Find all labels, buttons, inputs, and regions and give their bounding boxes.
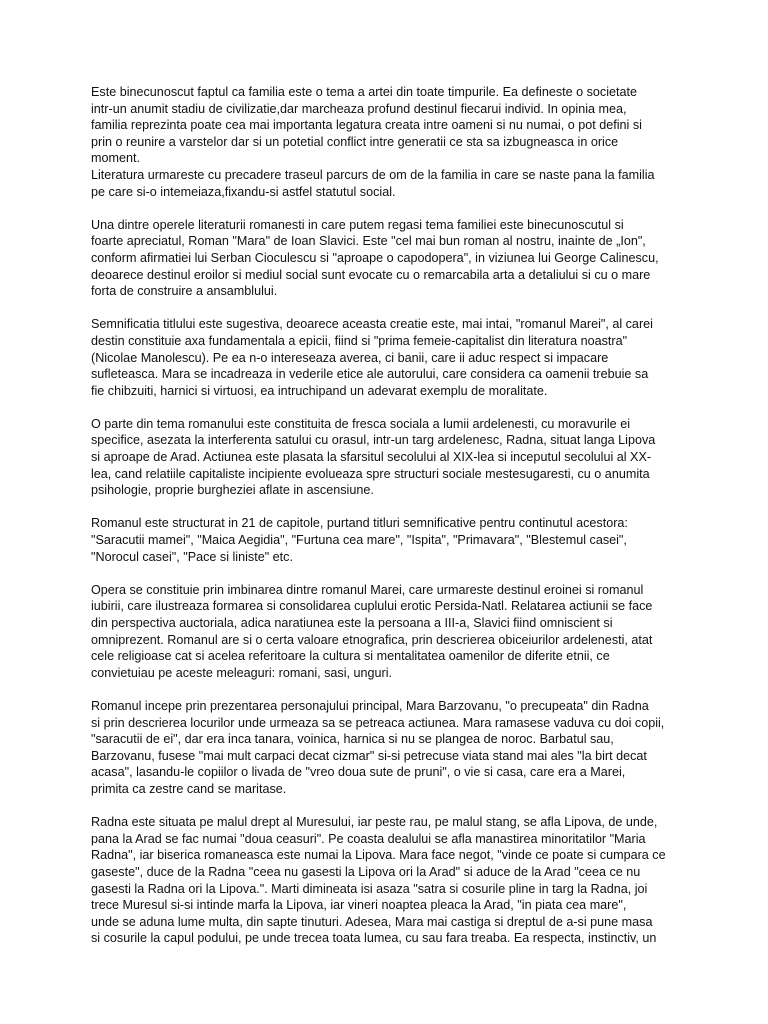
paragraph-constructie: Opera se constituie prin imbinarea dintre romanul Marei, care urmareste destinul eroinei si romanul iubirii, care ilustreaza formarea si consolidarea cuplului erotic Persida-Natl. Relatarea actiunii se face din perspectiva auctoriala, adica naratiunea este la persoana a III-a, Slavici fiind omniscient si omniprezent. Romanul are si o certa valoare etnografica, prin descrierea obiceiurilor ardelenesti, atat cele religioase cat si acelea referitoare la cultura si mentalitatea oamenilor de diferite etnii, ce convietuiau pe aceste meleaguri: romani, sasi, unguri. xyxy=(91,582,653,680)
paragraph-gap xyxy=(91,565,691,582)
paragraph-intro: Este binecunoscut faptul ca familia este o tema a artei din toate timpurile. Ea defineste o societate intr-un anumit stadiu de civilizatie,dar marcheaza profund destinul fiecarui individ. In opinia mea, familia reprezinta poate cea mai importanta legatura creata intre oameni si nu numai, o pot defini si prin o reunire a varstelor dar si un potetial conflict intre generatii ce sta sa izbugneasca in orice moment. Literatura urmareste cu precadere traseul parcurs de om de la familia in care se naste pana la familia pe care si-o intemeiaza,fixandu-si astfel statutul social. xyxy=(91,85,655,199)
paragraph-radna: Radna este situata pe malul drept al Muresului, iar peste rau, pe malul stang, se afla Lipova, de unde, pana la Arad se fac numai "doua ceasuri". Pe coasta dealului se afla manastirea minoritatilor "Maria Radna", iar biserica romaneasca este numai la Lipova. Mara face negot, "vinde ce poate si cumpara ce gaseste", duce de la Radna "ceea nu gasesti la Lipova ori la Arad" si aduce de la Arad "ceea ce nu gasesti la Radna ori la Lipova.". Marti dimineata isi asaza "satra si cosurile pline in targ la Radna, joi trece Muresul si-si intinde marfa la Lipova, iar vineri noaptea pleaca la Arad, "in piata cea mare", unde se aduna lume multa, din sapte tinuturi. Adesea, Mara mai castiga si dreptul de a-si pune masa si cosurile la capul podului, pe unde trecea toata lumea, cu sau fara treaba. Ea respecta, instinctiv, un xyxy=(91,815,666,946)
paragraph-structura: Romanul este structurat in 21 de capitole, purtand titluri semnificative pentru continutul acestora: "Saracutii mamei", "Maica Aegidia", "Furtuna cea mare", "Ispita", "Primavara", "Blestemul casei", "Norocul casei", "Pace si liniste" etc. xyxy=(91,516,628,564)
paragraph-gap xyxy=(91,399,691,416)
paragraph-titlu: Semnificatia titlului este sugestiva, deoarece aceasta creatie este, mai intai, "romanul Marei", al carei destin constituie axa fundamentala a epicii, fiind si "prima femeie-capitalist din literatura noastra" (Nicolae Manolescu). Pe ea n-o intereseaza averea, ci banii, care ii aduc respect si impacare sufleteasca. Mara se incadreaza in vederile etice ale autorului, care considera ca oamenii trebuie sa fie chibzuiti, harnici si virtuosi, ea intruchipand un adevarat exemplu de moralitate. xyxy=(91,317,653,398)
paragraph-gap xyxy=(91,200,691,217)
paragraph-fresca-sociala: O parte din tema romanului este constituita de fresca sociala a lumii ardelenesti, cu moravurile ei specifice, asezata la interferenta satului cu orasul, intr-un targ ardelenesc, Radna, situat langa Lipova si aproape de Arad. Actiunea este plasata la sfarsitul secolului al XIX-lea si inceputul secolului al XX- lea, cand relatiile capitaliste incipiente evolueaza spre structuri sociale mestesugaresti, cu o anumita psihologie, proprie burgheziei aflate in ascensiune. xyxy=(91,416,656,498)
document-page xyxy=(91,84,691,947)
paragraph-gap xyxy=(91,798,691,815)
paragraph-gap xyxy=(91,499,691,516)
paragraph-incipit: Romanul incepe prin prezentarea personajului principal, Mara Barzovanu, "o precupeata" din Radna si prin descrierea locurilor unde urmeaza sa se petreaca actiunea. Mara ramasese vaduva cu doi copii, "saracutii de ei", dar era inca tanara, voinica, harnica si nu se plangea de noroc. Barbatul sau, Barzovanu, fusese "mai mult carpaci decat cizmar" si-si petrecuse viata stand mai ales "la birt decat acasa", lasandu-le copiilor o livada de "vreo doua sute de pruni", o vie si casa, care era a Marei, primita ca zestre cand se maritase. xyxy=(91,698,665,796)
paragraph-gap xyxy=(91,300,691,317)
paragraph-opera: Una dintre operele literaturii romanesti in care putem regasi tema familiei este binecunoscutul si foarte apreciatul, Roman "Mara" de Ioan Slavici. Este "cel mai bun roman al nostru, inainte de „Ion", conform afirmatiei lui Serban Cioculescu si "aproape o capodopera", in viziunea lui George Calinescu, deoarece destinul eroilor si mediul social sunt evocate cu o remarcabila arta a detaliului si cu o mare forta de construire a ansamblului. xyxy=(91,217,659,299)
paragraph-gap xyxy=(91,681,691,698)
